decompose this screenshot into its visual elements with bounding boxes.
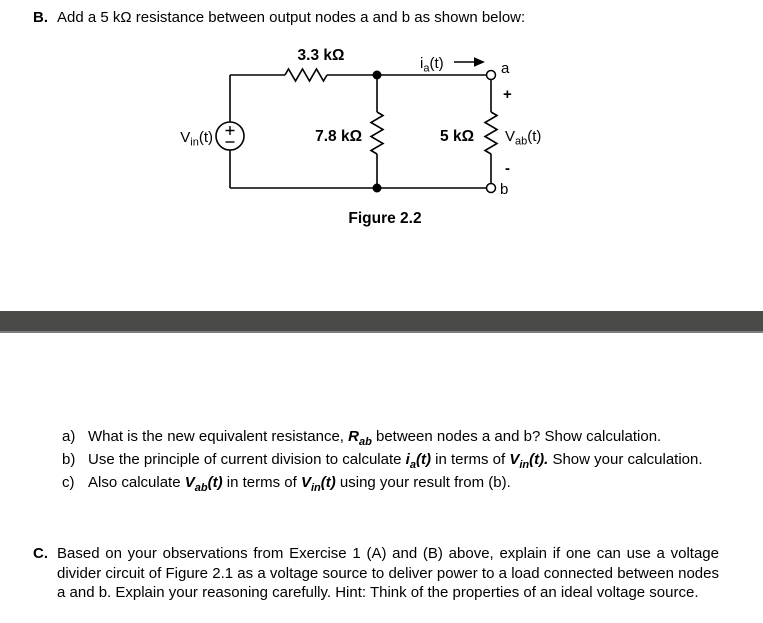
node-a-terminal (487, 71, 496, 80)
question-a-text: What is the new equivalent resistance, $R_{ab}$ between nodes a and b? Show calculation. (88, 428, 662, 448)
label-vin: $V_{in}(t)$ (180, 129, 213, 149)
current-arrowhead-icon (474, 57, 485, 67)
figure-caption: Figure 2.2 (348, 210, 422, 227)
question-c-label: c) (62, 474, 75, 491)
section-c-text: Based on your observations from Exercise 1 (A) and (B) above, explain if one can use a voltage divider circuit of Figure 2.1 as a voltage source to deliver power to a load connected between nodes a and b. Explain your reasoning carefully. Hint: Think of the properties of an ideal voltage source. (57, 545, 719, 601)
junction-dot-bottom (373, 184, 382, 193)
resistor-5k (485, 112, 497, 154)
node-b-terminal (487, 184, 496, 193)
label-current: $i_a(t)$ (420, 55, 444, 75)
question-a (62, 427, 722, 446)
label-polarity-minus: - (505, 160, 510, 177)
label-r-right: 5 kΩ (440, 128, 474, 145)
label-node-b: b (500, 181, 509, 198)
question-b-label: b) (62, 451, 76, 468)
circuit-junctions (373, 57, 486, 192)
label-r-top: 3.3 kΩ (297, 47, 345, 64)
section-c-label: C. (33, 545, 48, 562)
section-b-label: B. (33, 9, 48, 26)
question-b (62, 450, 722, 469)
label-r-mid: 7.8 kΩ (315, 128, 362, 145)
question-b-text: Use the principle of current division to calculate $i_a(t)$ in terms of $V_{in}(t)$. Show your calculation. (88, 451, 703, 471)
source-plus-icon (226, 126, 235, 135)
question-list (62, 427, 722, 496)
resistor-3k3 (285, 69, 327, 81)
label-vab: $V_{ab}(t)$ (505, 128, 542, 148)
label-node-a: a (501, 60, 510, 77)
section-b-text: Add a 5 kΩ resistance between output nodes a and b as shown below: (57, 9, 526, 26)
label-polarity-plus: + (503, 86, 512, 103)
scan-divider-bar (0, 311, 763, 333)
circuit-figure (0, 0, 763, 245)
question-a-label: a) (62, 428, 76, 445)
resistor-7k8 (371, 112, 383, 154)
question-c (62, 473, 722, 492)
circuit-wires (216, 62, 497, 188)
question-c-text: Also calculate $V_{ab}(t)$ in terms of $V_{in}(t)$ using your result from (b). (88, 474, 511, 494)
source-polarity-marks (226, 126, 235, 142)
junction-dot-top (373, 71, 382, 80)
section-c (33, 544, 719, 603)
